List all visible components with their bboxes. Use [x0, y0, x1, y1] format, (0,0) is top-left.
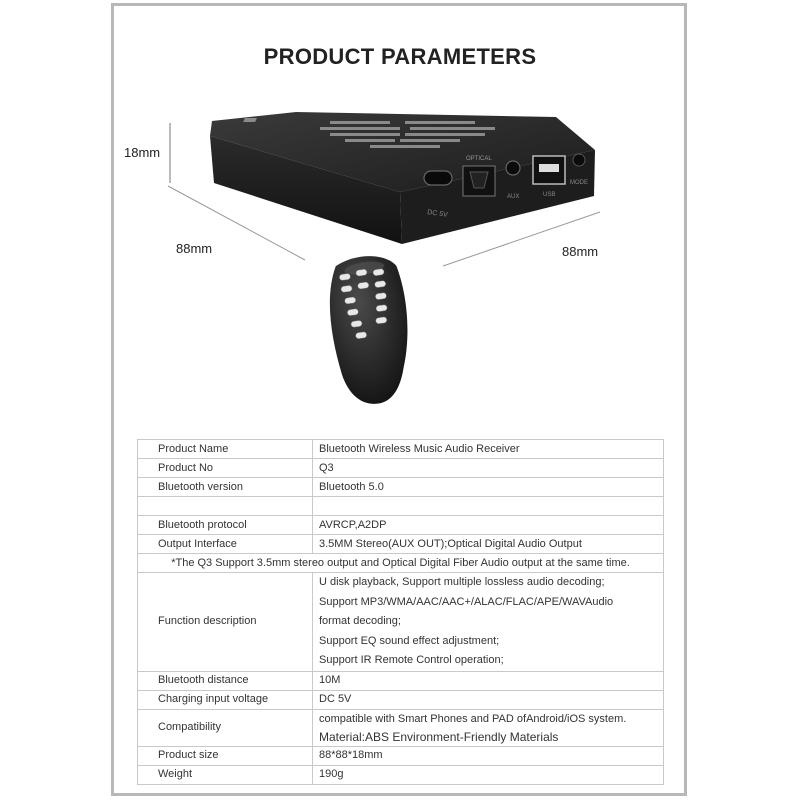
spec-label: Product Name: [138, 440, 313, 459]
spec-label: Charging input voltage: [138, 690, 313, 709]
function-line: U disk playback, Support multiple lossless audio decoding;: [319, 576, 605, 588]
table-row: [138, 478, 664, 497]
table-row: [138, 516, 664, 535]
spec-label: Function description: [138, 573, 313, 672]
spec-label: Output Interface: [138, 535, 313, 554]
table-row: [138, 671, 664, 690]
table-row: [138, 709, 664, 746]
spec-label: Bluetooth protocol: [138, 516, 313, 535]
table-row-empty: [138, 497, 664, 516]
usb-label: USB: [543, 192, 556, 198]
spec-value: 10M: [313, 671, 664, 690]
spec-value: 190g: [313, 765, 664, 784]
material-line: Material:ABS Environment-Friendly Materials: [319, 729, 559, 744]
aux-label: AUX: [507, 194, 520, 200]
spec-value: DC 5V: [313, 690, 664, 709]
function-line: Support IR Remote Control operation;: [319, 654, 504, 666]
spec-label: Product size: [138, 746, 313, 765]
spec-label: Compatibility: [138, 709, 313, 746]
table-row-note: [138, 554, 664, 573]
width-left-label: 88mm: [176, 241, 213, 256]
dc-label: DC 5V: [426, 209, 449, 219]
mode-label: MODE: [570, 180, 588, 186]
spec-label: Bluetooth version: [138, 478, 313, 497]
spec-label: Product No: [138, 459, 313, 478]
table-row: [138, 765, 664, 784]
remote-control: [322, 251, 419, 408]
aux-port: [506, 161, 520, 175]
spec-value: Bluetooth Wireless Music Audio Receiver: [313, 440, 664, 459]
dc-port: [424, 171, 452, 185]
spec-value-multiline: [313, 573, 664, 672]
spec-value: Q3: [313, 459, 664, 478]
function-line: Support MP3/WMA/AAC/AAC+/ALAC/FLAC/APE/WAVAudio: [319, 595, 614, 608]
table-row: [138, 440, 664, 459]
height-label: 18mm: [124, 145, 161, 160]
spec-value-multiline: [313, 709, 664, 746]
spec-value: Bluetooth 5.0: [313, 478, 664, 497]
table-row: [138, 690, 664, 709]
spec-value: AVRCP,A2DP: [313, 516, 664, 535]
spec-table: [137, 439, 664, 785]
width-right-label: 88mm: [562, 244, 599, 259]
table-row: [138, 459, 664, 478]
spec-label: Bluetooth distance: [138, 671, 313, 690]
table-row: [138, 535, 664, 554]
spec-label: Weight: [138, 765, 313, 784]
mode-button: [573, 154, 585, 166]
table-row: [138, 573, 664, 672]
function-line: format decoding;: [319, 615, 401, 627]
page-title: PRODUCT PARAMETERS: [263, 44, 537, 69]
spec-note: *The Q3 Support 3.5mm stereo output and Optical Digital Fiber Audio output at the same time.: [138, 554, 664, 573]
optical-label: OPTICAL: [466, 156, 492, 162]
spec-value: 3.5MM Stereo(AUX OUT);Optical Digital Audio Output: [313, 535, 664, 554]
function-line: Support EQ sound effect adjustment;: [319, 634, 500, 647]
compatibility-line: compatible with Smart Phones and PAD ofAndroid/iOS system.: [319, 712, 627, 725]
spec-value: 88*88*18mm: [313, 746, 664, 765]
table-row: [138, 746, 664, 765]
